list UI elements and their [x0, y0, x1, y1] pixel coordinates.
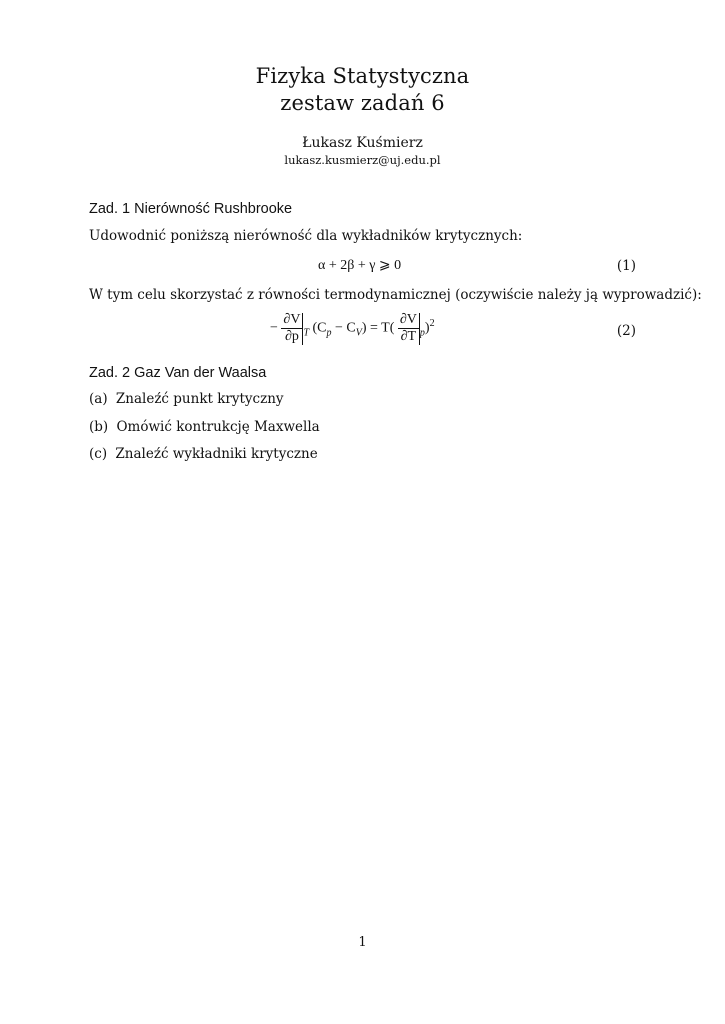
list-item — [89, 391, 284, 407]
eq2-equals: ) = T( — [361, 320, 395, 336]
title-line-2: zestaw zadań 6 — [280, 91, 445, 115]
list-item-text: Omówić kontrukcję Maxwella — [116, 419, 320, 435]
eq2-close: ) — [424, 320, 430, 336]
eq2-frac2-denominator: ∂T — [400, 329, 417, 344]
eq2-frac1-denominator: ∂p — [284, 329, 299, 344]
eq2-middle: (C — [312, 320, 327, 336]
equation-1: α + 2β + γ ⩾ 0 — [318, 258, 402, 273]
problem-1-hint: W tym celu skorzystać z równości termodynamicznej (oczywiście należy ją wyprowadzić): — [89, 287, 702, 303]
title-line-1: Fizyka Statystyczna — [255, 64, 470, 88]
author-email: lukasz.kusmierz@uj.edu.pl — [284, 153, 441, 167]
eq2-fraction-dV-dp — [281, 312, 302, 345]
eq2-sub-T: T — [303, 327, 309, 339]
eq2-sup-2: 2 — [429, 318, 435, 330]
problem-1-intro: Udowodnić poniższą nierówność dla wykładników krytycznych: — [89, 228, 523, 244]
equation-1-number: (1) — [616, 258, 636, 274]
list-item — [89, 419, 320, 435]
eq2-frac2-numerator: ∂V — [399, 312, 417, 327]
eq2-sub-p2: p — [419, 327, 425, 339]
equation-2-number: (2) — [616, 323, 636, 339]
eq2-sub-p1: p — [326, 327, 332, 339]
eq2-minus-2: − C — [331, 320, 356, 336]
equation-2 — [270, 312, 435, 348]
list-item-text: Znaleźć wykładniki krytyczne — [115, 446, 318, 462]
list-item-label: (a) — [89, 391, 108, 407]
problem-1-heading: Zad. 1 Nierówność Rushbrooke — [89, 201, 293, 217]
list-item-label: (b) — [89, 419, 109, 435]
eq2-minus: − — [270, 320, 278, 336]
list-item-text: Znaleźć punkt krytyczny — [115, 391, 284, 407]
author-name: Łukasz Kuśmierz — [302, 135, 423, 151]
eq2-sub-V: V — [355, 327, 362, 339]
eq2-fraction-dV-dT — [398, 312, 419, 345]
list-item — [89, 446, 318, 462]
eq2-frac1-numerator: ∂V — [283, 312, 301, 327]
page-number: 1 — [358, 935, 367, 950]
list-item-label: (c) — [89, 446, 108, 462]
problem-2-heading: Zad. 2 Gaz Van der Waalsa — [89, 365, 267, 381]
